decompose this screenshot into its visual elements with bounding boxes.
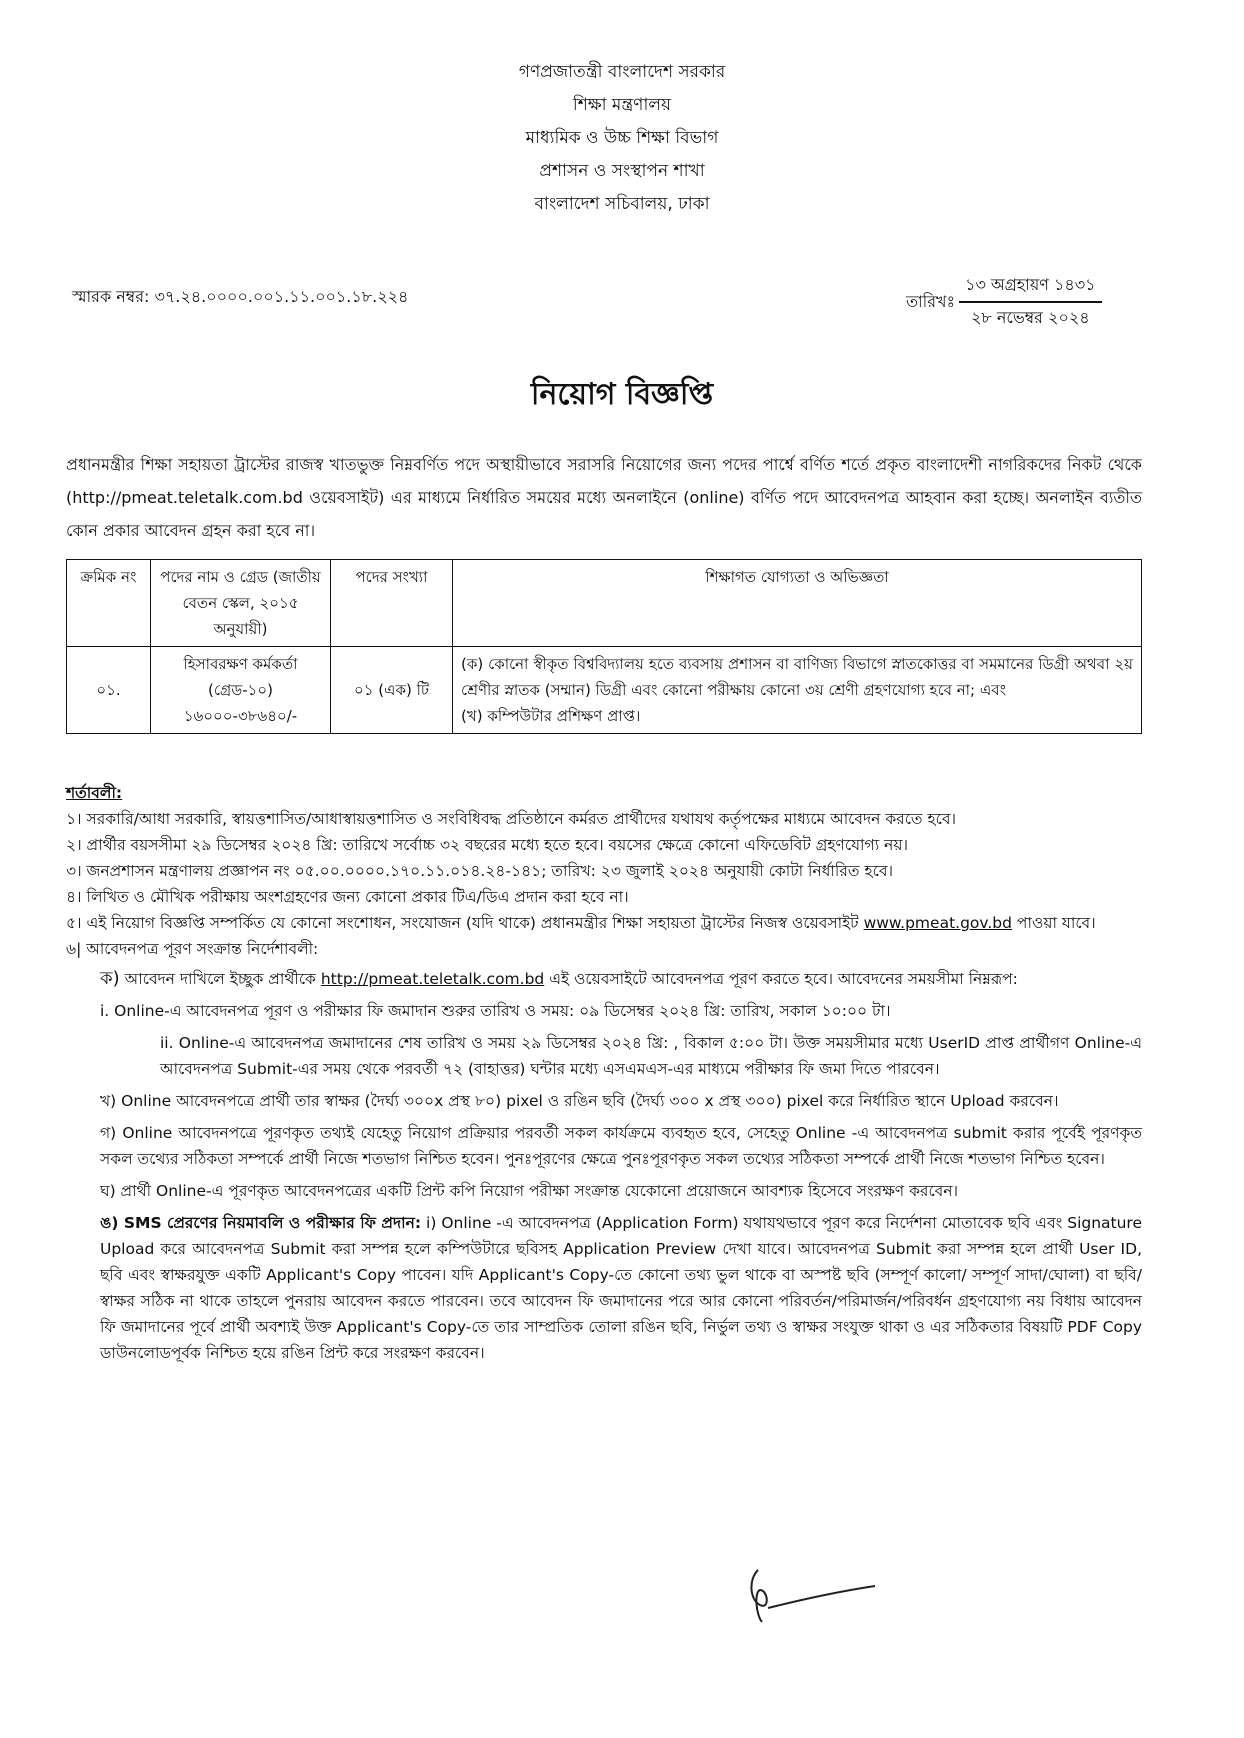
pmeat-website-link[interactable]: www.pmeat.gov.bd bbox=[863, 914, 1012, 932]
date-gregorian: ২৮ নভেম্বর ২০২৪ bbox=[970, 308, 1090, 327]
instruction-ka-tail: এই ওয়েবসাইটে আবেদনপত্র পূরণ করতে হবে। আবেদনের সময়সীমা নিম্নরূপ: bbox=[549, 970, 1018, 988]
letterhead-line: গণপ্রজাতন্ত্রী বাংলাদেশ সরকার bbox=[518, 62, 726, 82]
condition-item-5 bbox=[66, 910, 1142, 936]
vacancy-table bbox=[66, 559, 1142, 734]
instruction-ka bbox=[100, 966, 1142, 992]
date-label: তারিখঃ bbox=[906, 291, 956, 311]
condition-item: ২। প্রার্থীর বয়সসীমা ২৯ ডিসেম্বর ২০২৪ খ্রি: তারিখে সর্বোচ্চ ৩২ বছরের মধ্যে হতে হবে। বয়সের ক্ষেত্রে কোনো এফিডেবিট গ্রহণযোগ্য নয়। bbox=[66, 836, 909, 854]
letterhead-line: মাধ্যমিক ও উচ্চ শিক্ষা বিভাগ bbox=[525, 128, 719, 148]
instruction-gha: ঘ) প্রার্থী Online-এ পূরণকৃত আবেদনপত্রের একটি প্রিন্ট কপি নিয়োগ পরীক্ষা সংক্রান্ত যেকোনো প্রয়োজনে আবশ্যক হিসেবে সংরক্ষণ করবেন। bbox=[100, 1182, 959, 1200]
intro-paragraph: প্রধানমন্ত্রীর শিক্ষা সহায়তা ট্রাস্টের রাজস্ব খাতভুক্ত নিম্নবর্ণিত পদে অস্থায়ীভাবে সরাসরি নিয়োগের জন্য পদের পার্শ্বে বর্ণিত শর্তে প্রকৃত বাংলাদেশী নাগরিকদের নিকট থেকে (http://pmeat.teletalk.com.bd ওয়েবসাইট) এর মাধ্যমে নির্ধারিত সময়ের মধ্যে অনলাইনে (online) বর্ণিত পদে আবেদনপত্র আহবান করা হচ্ছে। অনলাইন ব্যতীত কোন প্রকার আবেদন গ্রহন করা হবে না। bbox=[66, 455, 1142, 540]
date-bangla: ১৩ অগ্রহায়ণ ১৪৩১ bbox=[959, 270, 1102, 303]
instruction-umo bbox=[100, 1210, 1142, 1366]
date-block bbox=[906, 270, 1102, 334]
post-name: হিসাবরক্ষণ কর্মকর্তা bbox=[183, 655, 298, 673]
instruction-ka-prefix: ক) bbox=[100, 968, 120, 989]
post-scale: ১৬০০০-৩৮৬৪০/- bbox=[183, 707, 298, 725]
instruction-umo-text: i) Online -এ আবেদনপত্র (Application Form) যথাযথভাবে পূরণ করে নির্দেশনা মোতাবেক ছবি এবং Signature Upload করে আবেদনপত্র Submit করা সম্পন্ন হলে কম্পিউটারে ছবিসহ Application Preview দেখা যাবে। আবেদনপত্র Submit করা সম্পন্ন হলে প্রার্থী User ID, ছবি এবং স্বাক্ষরযুক্ত একটি Applicant's Copy পাবেন। যদি Applicant's Copy-তে কোনো তথ্য ভুল থাকে বা অস্পষ্ট ছবি (সম্পূর্ণ কালো/ সম্পূর্ণ সাদা/ঘোলা) বা ছবি/স্বাক্ষর সঠিক না থাকে তাহলে পুনরায় আবেদন করতে পারবেন। তবে আবেদন ফি জমাদানের পরে আর কোনো পরিবর্তন/পরিমার্জন/পরিবর্ধন গ্রহণযোগ্য নয় বিধায় আবেদন ফি জমাদানের পূর্বে প্রার্থী অবশ্যই উক্ত Applicant's Copy-তে তার সাম্প্রতিক তোলা রঙিন ছবি, নির্ভুল তথ্য ও স্বাক্ষর সংযুক্ত থাকা ও এর সঠিকতার বিষয়টি PDF Copy ডাউনলোডপূর্বক নিশ্চিত হয়ে রঙিন প্রিন্ট করে সংরক্ষণ করবেন। bbox=[100, 1214, 1142, 1362]
signature bbox=[740, 1560, 880, 1634]
letterhead-line: বাংলাদেশ সচিবালয়, ঢাকা bbox=[534, 194, 710, 214]
condition-item: ৩। জনপ্রশাসন মন্ত্রণালয় প্রজ্ঞাপন নং ০৫.০০.০০০০.১৭০.১১.০১৪.২৪-১৪১; তারিখ: ২৩ জুলাই ২০২৪ অনুযায়ী কোটা নির্ধারিত হবে। bbox=[66, 862, 893, 880]
post-grade: (গ্রেড-১০) bbox=[208, 681, 273, 699]
qualification-b: (খ) কম্পিউটার প্রশিক্ষণ প্রাপ্ত। bbox=[461, 707, 641, 725]
letterhead bbox=[0, 56, 1244, 221]
table-row bbox=[67, 647, 1142, 734]
table-header-row bbox=[67, 560, 1142, 647]
condition-5-tail: পাওয়া যাবে। bbox=[1016, 914, 1096, 932]
instruction-ka-i: i. Online-এ আবেদনপত্র পূরণ ও পরীক্ষার ফি জমাদান শুরুর তারিখ ও সময়: ০৯ ডিসেম্বর ২০২৪ খ্রি: তারিখ, সকাল ১০:০০ টা। bbox=[100, 1002, 891, 1020]
condition-item: ৪। লিখিত ও মৌখিক পরীক্ষায় অংশগ্রহণের জন্য কোনো প্রকার টিএ/ডিএ প্রদান করা হবে না। bbox=[66, 888, 629, 906]
conditions bbox=[66, 780, 1142, 1372]
header-serial: ক্রমিক নং bbox=[67, 560, 151, 647]
condition-5-text: ৫। এই নিয়োগ বিজ্ঞপ্তি সম্পর্কিত যে কোনো সংশোধন, সংযোজন (যদি থাকে) প্রধানমন্ত্রীর শিক্ষা সহায়তা ট্রাস্টের নিজস্ব ওয়েবসাইট bbox=[66, 914, 859, 932]
letterhead-line: শিক্ষা মন্ত্রণালয় bbox=[572, 95, 672, 115]
instruction-kha: খ) Online আবেদনপত্রে প্রার্থী তার স্বাক্ষর (দৈর্ঘ্য ৩০০x প্রস্থ ৮০) pixel ও রঙিন ছবি (দৈর্ঘ্য ৩০০ x প্রস্থ ৩০০) pixel করে নির্ধারিত স্থানে Upload করবেন। bbox=[100, 1092, 1059, 1110]
instruction-umo-heading: ঙ) SMS প্রেরণের নিয়মাবলি ও পরীক্ষার ফি প্রদান: bbox=[100, 1214, 422, 1232]
header-qualification: শিক্ষাগত যোগ্যতা ও অভিজ্ঞতা bbox=[453, 560, 1142, 647]
header-count: পদের সংখ্যা bbox=[331, 560, 453, 647]
page-title: নিয়োগ বিজ্ঞপ্তি bbox=[530, 377, 714, 412]
instruction-ga: গ) Online আবেদনপত্রে পূরণকৃত তথ্যই যেহেতু নিয়োগ প্রক্রিয়ার পরবর্তী সকল কার্যক্রমে ব্যবহৃত হবে, সেহেতু Online -এ আবেদনপত্র submit করার পূর্বেই পূরণকৃত সকল তথ্যের সঠিকতা সম্পর্কে প্রার্থী নিজে শতভাগ নিশ্চিত হবেন। পুনঃপূরণের ক্ষেত্রে পুনঃপূরণকৃত সকল তথ্যের সঠিকতা সম্পর্কে প্রার্থী নিজে শতভাগ নিশ্চিত হবেন। bbox=[100, 1124, 1142, 1168]
cell-count: ০১ (এক) টি bbox=[331, 647, 453, 734]
condition-item: ১। সরকারি/আধা সরকারি, স্বায়ত্তশাসিত/আধাস্বায়ত্তশাসিত ও সংবিধিবদ্ধ প্রতিষ্ঠানে কর্মরত প্রার্থীদের যথাযথ কর্তৃপক্ষের মাধ্যমে আবেদন করতে হবে। bbox=[66, 810, 957, 828]
memo-number: স্মারক নম্বর: ৩৭.২৪.০০০০.০০১.১১.০০১.১৮.২২৪ bbox=[72, 287, 409, 306]
cell-post bbox=[151, 647, 331, 734]
qualification-a: (ক) কোনো স্বীকৃত বিশ্ববিদ্যালয় হতে ব্যবসায় প্রশাসন বা বাণিজ্য বিভাগে স্নাতকোত্তর বা সমমানের ডিগ্রী অথবা ২য় শ্রেণীর স্নাতক (সম্মান) ডিগ্রী এবং কোনো পরীক্ষায় কোনো ৩য় শ্রেণী গ্রহণযোগ্য হবে না; এবং bbox=[461, 655, 1133, 699]
instructions bbox=[100, 966, 1142, 1366]
header-post: পদের নাম ও গ্রেড (জাতীয় বেতন স্কেল, ২০১৫ অনুযায়ী) bbox=[151, 560, 331, 647]
teletalk-link[interactable]: http://pmeat.teletalk.com.bd bbox=[320, 970, 545, 988]
cell-qualification bbox=[453, 647, 1142, 734]
instruction-ka-text: আবেদন দাখিলে ইচ্ছুক প্রার্থীকে bbox=[124, 970, 316, 988]
letterhead-line: প্রশাসন ও সংস্থাপন শাখা bbox=[539, 161, 705, 181]
instruction-ka-ii: ii. Online-এ আবেদনপত্র জমাদানের শেষ তারিখ ও সময় ২৯ ডিসেম্বর ২০২৪ খ্রি: , বিকাল ৫:০০ টা। উক্ত সময়সীমার মধ্যে UserID প্রাপ্ত প্রার্থীগণ Online-এ আবেদনপত্র Submit-এর সময় থেকে পরবর্তী ৭২ (বাহাত্তর) ঘন্টার মধ্যে এসএমএস-এর মাধ্যমে পরীক্ষার ফি জমা দিতে পারবেন। bbox=[160, 1034, 1142, 1078]
conditions-heading: শর্তাবলী: bbox=[66, 784, 123, 802]
cell-serial: ০১. bbox=[67, 647, 151, 734]
condition-item-6: ৬| আবেদনপত্র পূরণ সংক্রান্ত নির্দেশাবলী: bbox=[66, 940, 319, 958]
